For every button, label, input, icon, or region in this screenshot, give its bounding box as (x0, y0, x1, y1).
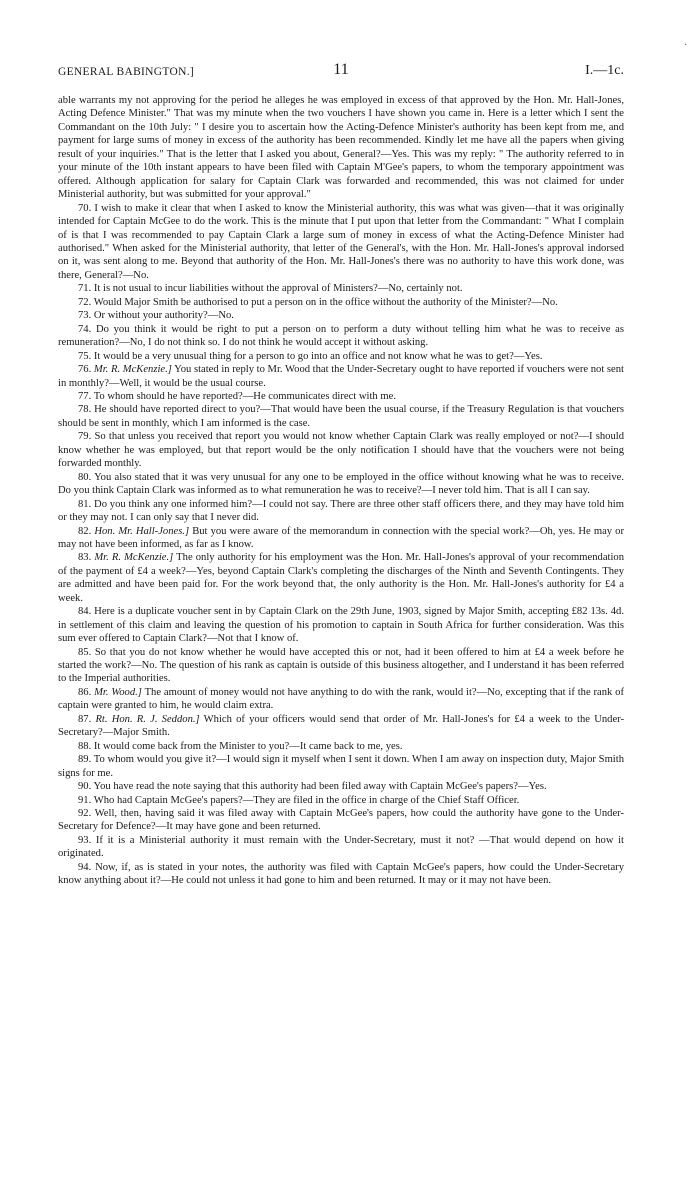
question-number: 87. (78, 713, 92, 725)
question-number: 86. (78, 686, 92, 698)
paragraph-text: Which of your officers would send that order of Mr. Hall-Jones's for £4 a week to the Under-Secretary?—Major Smith. (58, 713, 624, 739)
speaker-name: Rt. Hon. R. J. Seddon.] (95, 713, 200, 725)
page-number: 11 (333, 61, 349, 78)
question-number: 82. (78, 525, 92, 537)
paragraph: 92. Well, then, having said it was filed away with Captain McGee's papers, how could the authority have gone to the Under-Secretary for Defence?—It may have gone and been returned. (58, 808, 624, 833)
paragraph-text: The only authority for his employment was the Hon. Mr. Hall-Jones's approval of your recommendation of the payment of £4 a week?—Yes, beyond Captain Clark's completing the discharges of the Ninth and Seventh Contingents. They are admitted and have been paid for. For the work beyond that, the only authority is the Hon. Mr. Hall-Jones's authority for £4 a week. (58, 552, 624, 604)
margin-mark: · (684, 40, 688, 51)
paragraph: 74. Do you think it would be right to put a person on to perform a duty without telling him what he was to receive as remuneration?—No, I do not think so. I do not think he would accept it without asking. (58, 323, 624, 349)
paragraph (58, 525, 624, 552)
paragraph (58, 551, 624, 605)
question-number: 76. (78, 364, 92, 376)
paragraph: 91. Who had Captain McGee's papers?—They are filed in the office in charge of the Chief Staff Officer. (78, 794, 520, 806)
speaker-name: Mr. Wood.] (94, 686, 142, 698)
paragraph (58, 713, 624, 740)
header-title: GENERAL BABINGTON.] (58, 66, 195, 78)
paragraph (58, 686, 624, 713)
question-number: 83. (78, 552, 92, 564)
paragraph: able warrants my not approving for the period he alleges he was employed in excess of that approved by the Hon. Mr. Hall-Jones, Acting Defence Minister." That was my minute when the two vouchers I have shown you came in. Here is a letter which I sent the Commandant on the 10th July: " I desire you to ascertain how the Acting-Defence Minister's authority has been kept from me, and payment for large sums of money in excess of the authority has been recommended. Kindly let me have all the papers when giving result of your inquiries." That is the letter that I asked you about, General?—Yes. This was my reply: " The authority referred to in your minute of the 10th instant appears to have been filed with Captain M'Gee's papers, to whom the temporary appointment was offered. Although application for salary for Captain Clark was forwarded and recommended, this was not claimed for under Ministerial authority, but was submitted for your approval." (58, 95, 624, 201)
paragraph: 89. To whom would you give it?—I would sign it myself when I sent it down. When I am away on inspection duty, Major Smith signs for me. (58, 754, 624, 779)
speaker-name: Mr. R. McKenzie.] (93, 364, 172, 376)
paragraph: 77. To whom should he have reported?—He communicates direct with me. (78, 390, 396, 402)
paragraph-text: But you were aware of the memorandum in connection with the special work?—Oh, yes. He may or may not have been informed, as far as I know. (58, 525, 624, 550)
paragraph: 73. Or without your authority?—No. (78, 310, 234, 322)
paragraph: 71. It is not usual to incur liabilities without the approval of Ministers?—No, certainly not. (78, 283, 463, 295)
running-header (58, 63, 624, 83)
paragraph-text: You stated in reply to Mr. Wood that the Under-Secretary ought to have reported if vouchers were not sent in monthly?—Well, it would be the usual course. (58, 364, 624, 389)
paragraph: 88. It would come back from the Minister to you?—It came back to me, yes. (78, 740, 403, 752)
paragraph: 90. You have read the note saying that this authority had been filed away with Captain McGee's papers?—Yes. (78, 781, 547, 793)
paragraph-text: The amount of money would not have anything to do with the rank, would it?—No, excepting that if the rank of captain were granted to him, he would claim extra. (58, 686, 625, 712)
body-text (58, 94, 624, 888)
paragraph: 80. You also stated that it was very unusual for any one to be employed in the office without knowing what he was to receive. Do you think Captain Clark was informed as to what remuneration he was to receive?—I never told him. That is all I can say. (58, 471, 624, 497)
paragraph: 93. If it is a Ministerial authority it must remain with the Under-Secretary, must it not? —That would depend on how it originated. (58, 834, 624, 860)
paragraph: 84. Here is a duplicate voucher sent in by Captain Clark on the 29th June, 1903, signed by Major Smith, accepting £82 13s. 4d. in settlement of this claim and leaving the question of his promotion to captain in South Africa for further consideration. Was this sum ever offered to Captain Clark?—Not that I know of. (58, 606, 624, 645)
paragraph (58, 363, 624, 390)
speaker-name: Mr. R. McKenzie.] (94, 552, 174, 564)
paragraph: 70. I wish to make it clear that when I asked to know the Ministerial authority, this was what was given—that it was originally intended for Captain McGee to do the work. This is the minute that I put upon that letter from the Commandant: " What I complain of is that I was recommended to pay Captain Clark a large sum of money in excess of what the Acting-Defence Minister had authorised." When asked for the Ministerial authority, that letter of the General's, with the Hon. Mr. Hall-Jones's approval indorsed on it, was sent along to me. Beyond that authority of the Hon. Mr. Hall-Jones's there was no authority to have this work done, was there, General?—No. (58, 202, 624, 281)
paragraph: 78. He should have reported direct to you?—That would have been the usual course, if the Treasury Regulation is that vouchers should be sent in monthly, which I am informed is the case. (58, 404, 624, 429)
paragraph: 75. It would be a very unusual thing for a person to go into an office and not know what he was to get?—Yes. (78, 350, 543, 362)
paragraph: 79. So that unless you received that report you would not know whether Captain Clark was really employed or not?—I should know whether he was employed, but that report would be the only notification I should have that the vouchers were not being forwarded monthly. (58, 431, 624, 470)
paragraph: 72. Would Major Smith be authorised to put a person on in the office without the authority of the Minister?—No. (78, 296, 558, 308)
paragraph: 85. So that you do not know whether he would have accepted this or not, had it been offered to him at £4 a week before he started the work?—No. The question of his rank as captain is outside of this business altogether, and I understand it has been referred to the Imperial authorities. (58, 646, 624, 685)
document-reference: I.—1c. (585, 63, 624, 78)
paragraph: 94. Now, if, as is stated in your notes, the authority was filed with Captain McGee's papers, how could the Under-Secretary know anything about it?—He could not unless it had gone to him and been returned. It may or it may not have been. (58, 861, 624, 887)
paragraph: 81. Do you think any one informed him?—I could not say. There are three other staff officers there, and they may have told him or they may not. I can only say that I never did. (58, 498, 624, 524)
speaker-name: Hon. Mr. Hall-Jones.] (94, 525, 190, 537)
